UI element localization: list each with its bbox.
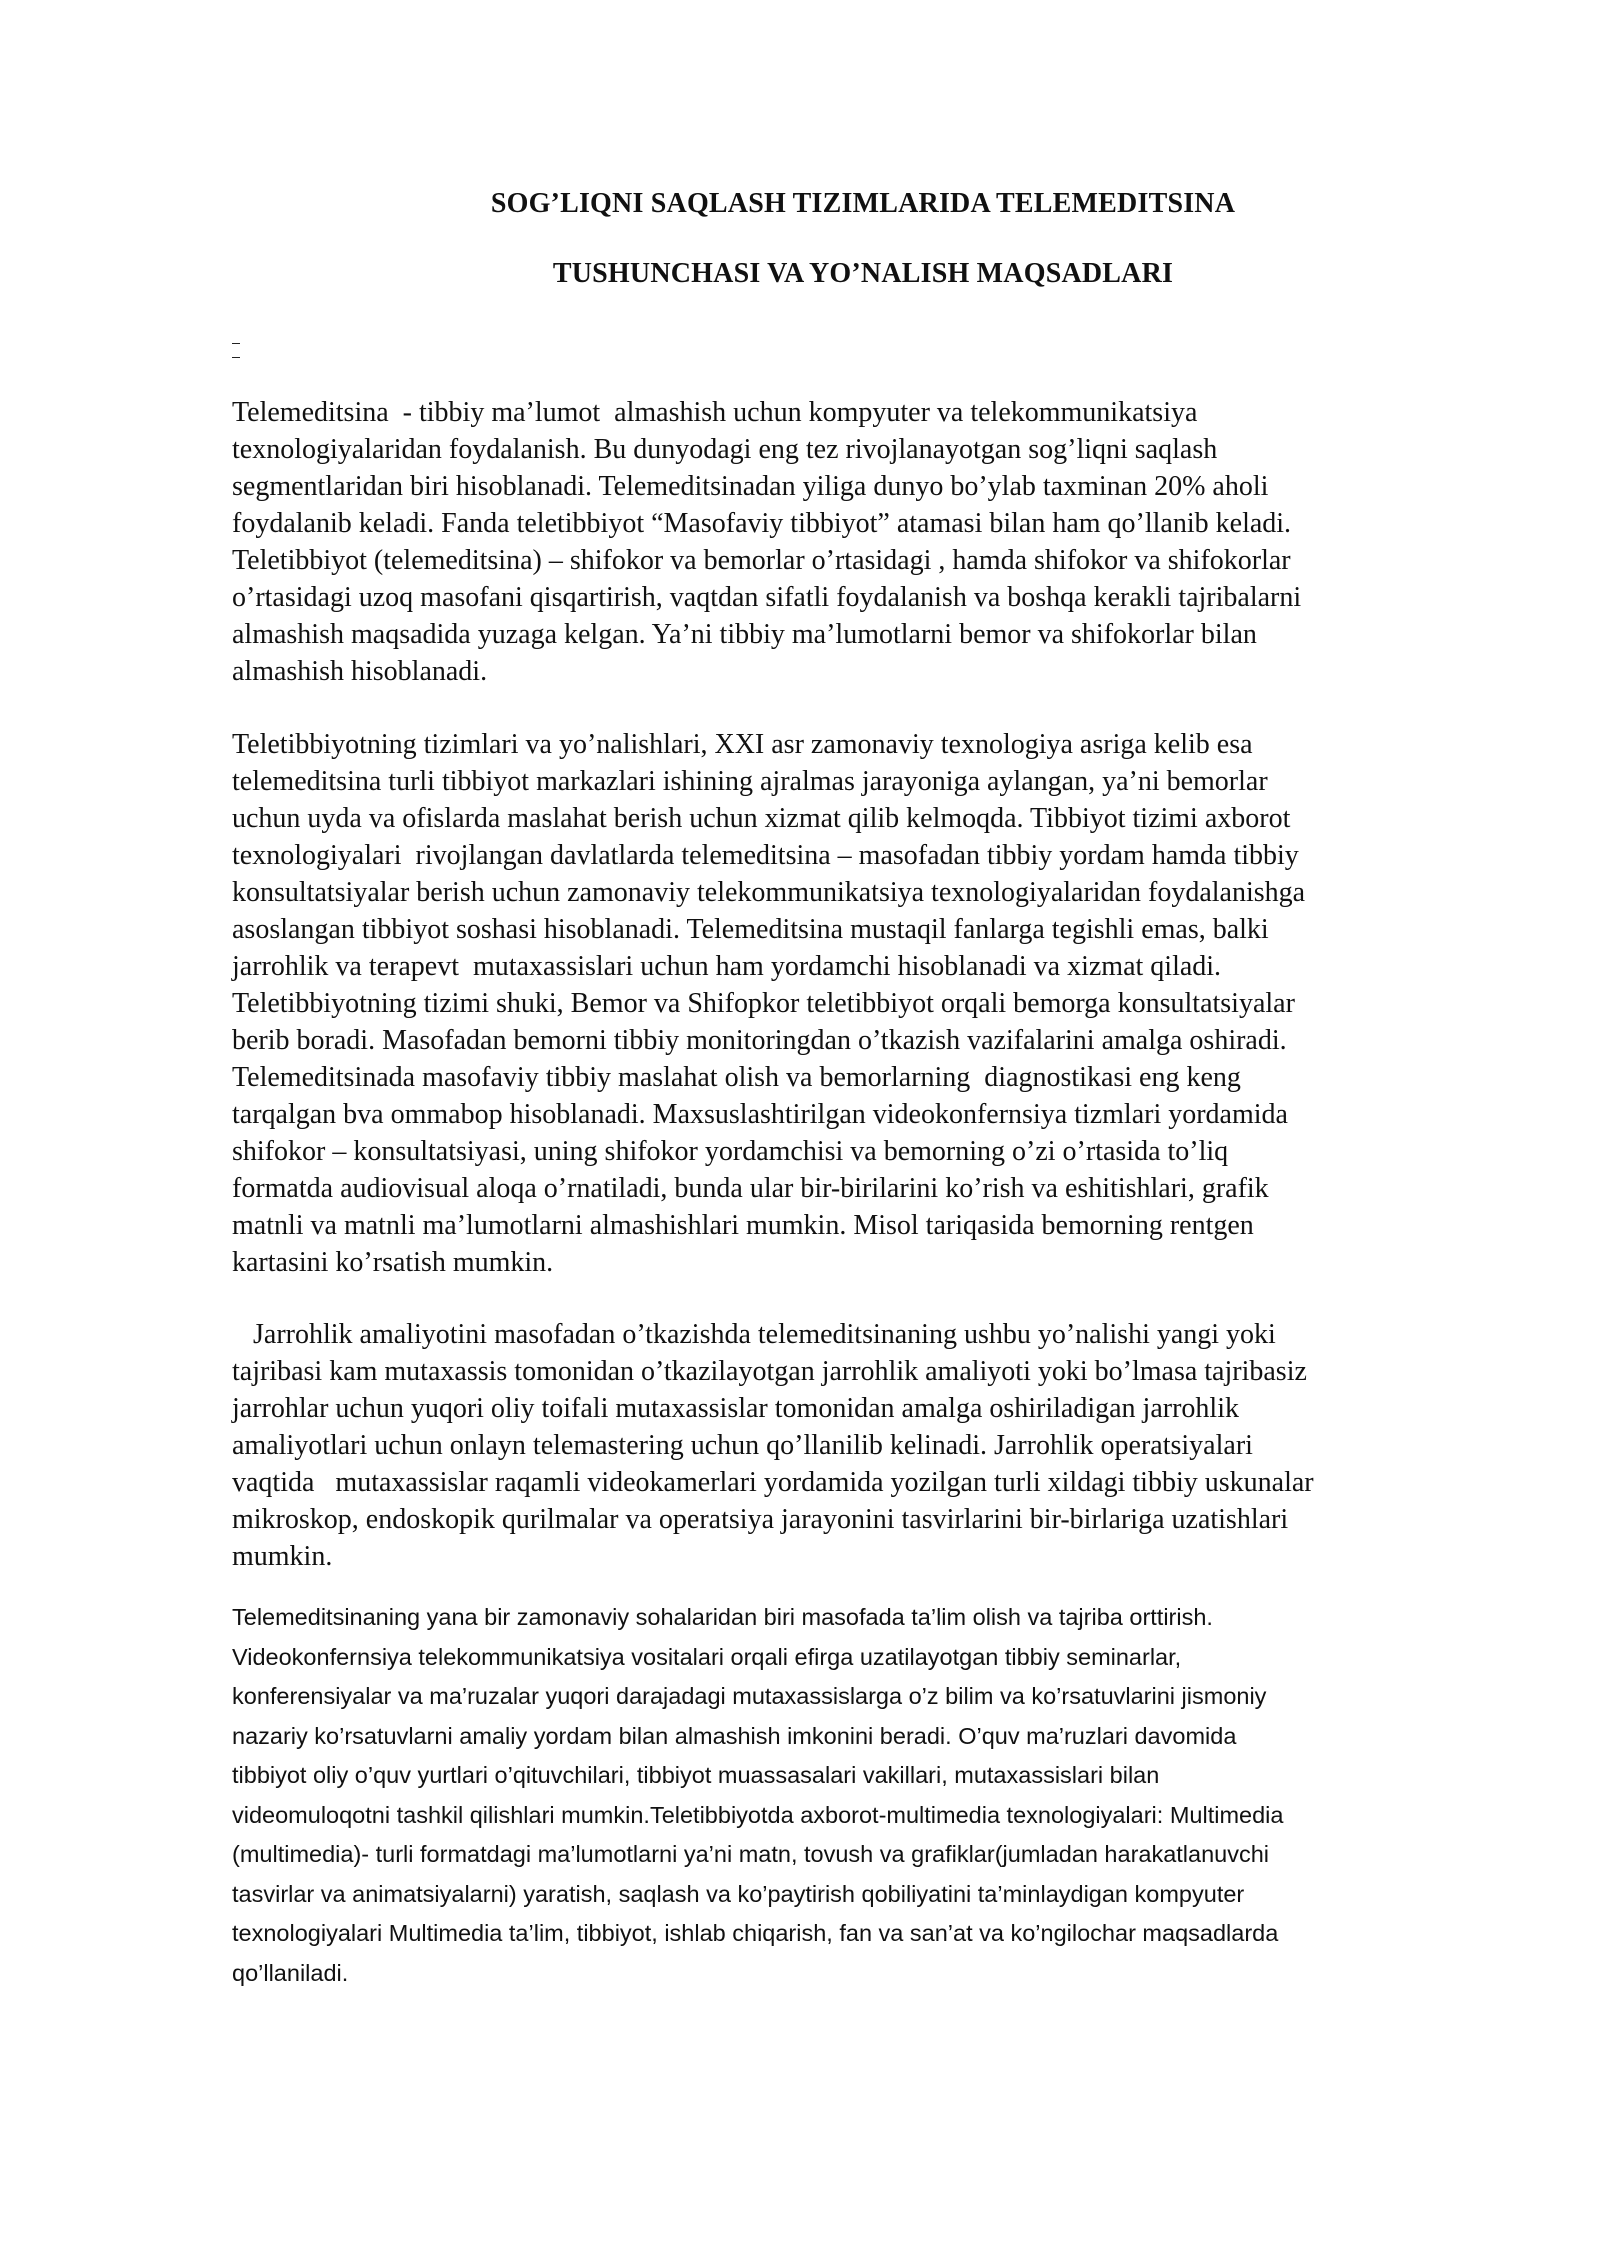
text-line: Telemeditsina - tibbiy ma’lumot almashish uchun kompyuter va telekommunikatsiya [232, 397, 1198, 428]
text-line: jarrohlar uchun yuqori oliy toifali mutaxassislar tomonidan amalga oshiriladigan jarrohlik [232, 1393, 1239, 1424]
text-line: tibbiyot oliy o’quv yurtlari o’qituvchilari, tibbiyot muassasalari vakillari, mutaxassislari bilan [232, 1762, 1160, 1788]
paragraph-systems [232, 726, 1492, 1281]
text-line: konferensiyalar va ma’ruzalar yuqori darajadagi mutaxassislarga o’z bilim va ko’rsatuvlarini jismoniy [232, 1683, 1267, 1709]
paragraph-surgery [232, 1316, 1492, 1575]
text-line: segmentlaridan biri hisoblanadi. Telemeditsinadan yiliga dunyo bo’ylab taxminan 20% aholi [232, 471, 1269, 502]
text-line: qo’llaniladi. [232, 1959, 349, 1986]
text-line: tasvirlar va animatsiyalarni) yaratish, saqlash va ko’paytirish qobiliyatini ta’minlaydigan kompyuter [232, 1880, 1245, 1907]
text-line: tajribasi kam mutaxassis tomonidan o’tkazilayotgan jarrohlik amaliyoti yoki bo’lmasa tajribasiz [232, 1356, 1307, 1387]
text-line: konsultatsiyalar berish uchun zamonaviy telekommunikatsiya texnologiyalaridan foydalanishga [232, 877, 1306, 908]
text-line: Telemeditsinada masofaviy tibbiy maslahat olish va bemorlarning diagnostikasi eng keng [232, 1062, 1241, 1093]
text-line: formatda audiovisual aloqa o’rnatiladi, bunda ular bir-birilarini ko’rish va eshitishlari, grafik [232, 1173, 1269, 1204]
text-line: asoslangan tibbiyot soshasi hisoblanadi. Telemeditsina mustaqil fanlarga tegishli emas, balki [232, 914, 1269, 945]
text-line: telemeditsina turli tibbiyot markazlari ishining ajralmas jarayoniga aylangan, ya’ni bemorlar [232, 766, 1268, 797]
text-line: videomuloqotni tashkil qilishlari mumkin.Teletibbiyotda axborot-multimedia texnologiyalari: Multimedia [232, 1801, 1284, 1828]
text-line: Videokonfernsiya telekommunikatsiya vositalari orqali efirga uzatilayotgan tibbiy seminarlar, [232, 1643, 1182, 1670]
text-line: mumkin. [232, 1541, 333, 1572]
text-line: foydalanib keladi. Fanda teletibbiyot “Masofaviy tibbiyot” atamasi bilan ham qo’llanib keladi. [232, 508, 1292, 539]
text-line: (multimedia)- turli formatdagi ma’lumotlarni ya’ni matn, tovush va grafiklar(jumladan harakatlanuvchi [232, 1841, 1270, 1867]
text-line: Teletibbiyotning tizimi shuki, Bemor va Shifopkor teletibbiyot orqali bemorga konsultatsiyalar [232, 988, 1295, 1019]
text-line: berib boradi. Masofadan bemorni tibbiy monitoringdan o’tkazish vazifalarini amalga oshiradi. [232, 1025, 1287, 1056]
text-line: jarrohlik va terapevt mutaxassislari uchun ham yordamchi hisoblanadi va xizmat qiladi. [232, 951, 1222, 982]
document-title-line-2: TUSHUNCHASI VA YO’NALISH MAQSADLARI [552, 258, 1174, 289]
text-line: texnologiyalari Multimedia ta’lim, tibbiyot, ishlab chiqarish, fan va san’at va ko’ngilochar maqsadlarda [232, 1920, 1279, 1946]
text-line: texnologiyalaridan foydalanish. Bu dunyodagi eng tez rivojlanayotgan sog’liqni saqlash [232, 434, 1218, 465]
text-line: o’rtasidagi uzoq masofani qisqartirish, vaqtdan sifatli foydalanish va boshqa kerakli tajribalarni [232, 582, 1302, 613]
text-line: mikroskop, endoskopik qurilmalar va operatsiya jarayonini tasvirlarini bir-birlariga uzatishlari [232, 1504, 1289, 1535]
text-line: shifokor – konsultatsiyasi, uning shifokor yordamchisi va bemorning o’zi o’rtasida to’liq [232, 1136, 1229, 1167]
paragraph-definition [232, 394, 1492, 690]
paragraph-education [232, 1598, 1492, 1993]
text-line: tarqalgan bva ommabop hisoblanadi. Maxsuslashtirilgan videokonfernsiya tizmlari yordamida [232, 1099, 1288, 1130]
text-line: uchun uyda va ofislarda maslahat berish uchun xizmat qilib kelmoqda. Tibbiyot tizimi axborot [232, 803, 1291, 834]
text-line: Teletibbiyot (telemeditsina) – shifokor va bemorlar o’rtasidagi , hamda shifokor va shifokorlar [232, 545, 1291, 576]
text-line: Telemeditsinaning yana bir zamonaviy sohalaridan biri masofada ta’lim olish va tajriba orttirish. [232, 1604, 1213, 1630]
text-line: Teletibbiyotning tizimlari va yo’nalishlari, XXI asr zamonaviy texnologiya asriga kelib esa [232, 729, 1253, 760]
text-line: Jarrohlik amaliyotini masofadan o’tkazishda telemeditsinaning ushbu yo’nalishi yangi yoki [232, 1319, 1276, 1350]
text-line: nazariy ko’rsatuvlarni amaliy yordam bilan almashish imkonini beradi. O’quv ma’ruzlari davomida [232, 1722, 1237, 1749]
text-line: almashish hisoblanadi. [232, 656, 488, 687]
text-line: vaqtida mutaxassislar raqamli videokamerlari yordamida yozilgan turli xildagi tibbiy uskunalar [232, 1467, 1314, 1498]
text-line: texnologiyalari rivojlangan davlatlarda telemeditsina – masofadan tibbiy yordam hamda tibbiy [232, 840, 1299, 871]
document-title-line-1: SOG’LIQNI SAQLASH TIZIMLARIDA TELEMEDITSINA [490, 188, 1236, 219]
text-line: almashish maqsadida yuzaga kelgan. Ya’ni tibbiy ma’lumotlarni bemor va shifokorlar bilan [232, 619, 1257, 650]
underline-mark [232, 340, 241, 358]
text-line: amaliyotlari uchun onlayn telemastering uchun qo’llanilib kelinadi. Jarrohlik operatsiyalari [232, 1430, 1253, 1461]
text-line: matnli va matnli ma’lumotlarni almashishlari mumkin. Misol tariqasida bemorning rentgen [232, 1210, 1254, 1241]
text-line: kartasini ko’rsatish mumkin. [232, 1247, 554, 1278]
